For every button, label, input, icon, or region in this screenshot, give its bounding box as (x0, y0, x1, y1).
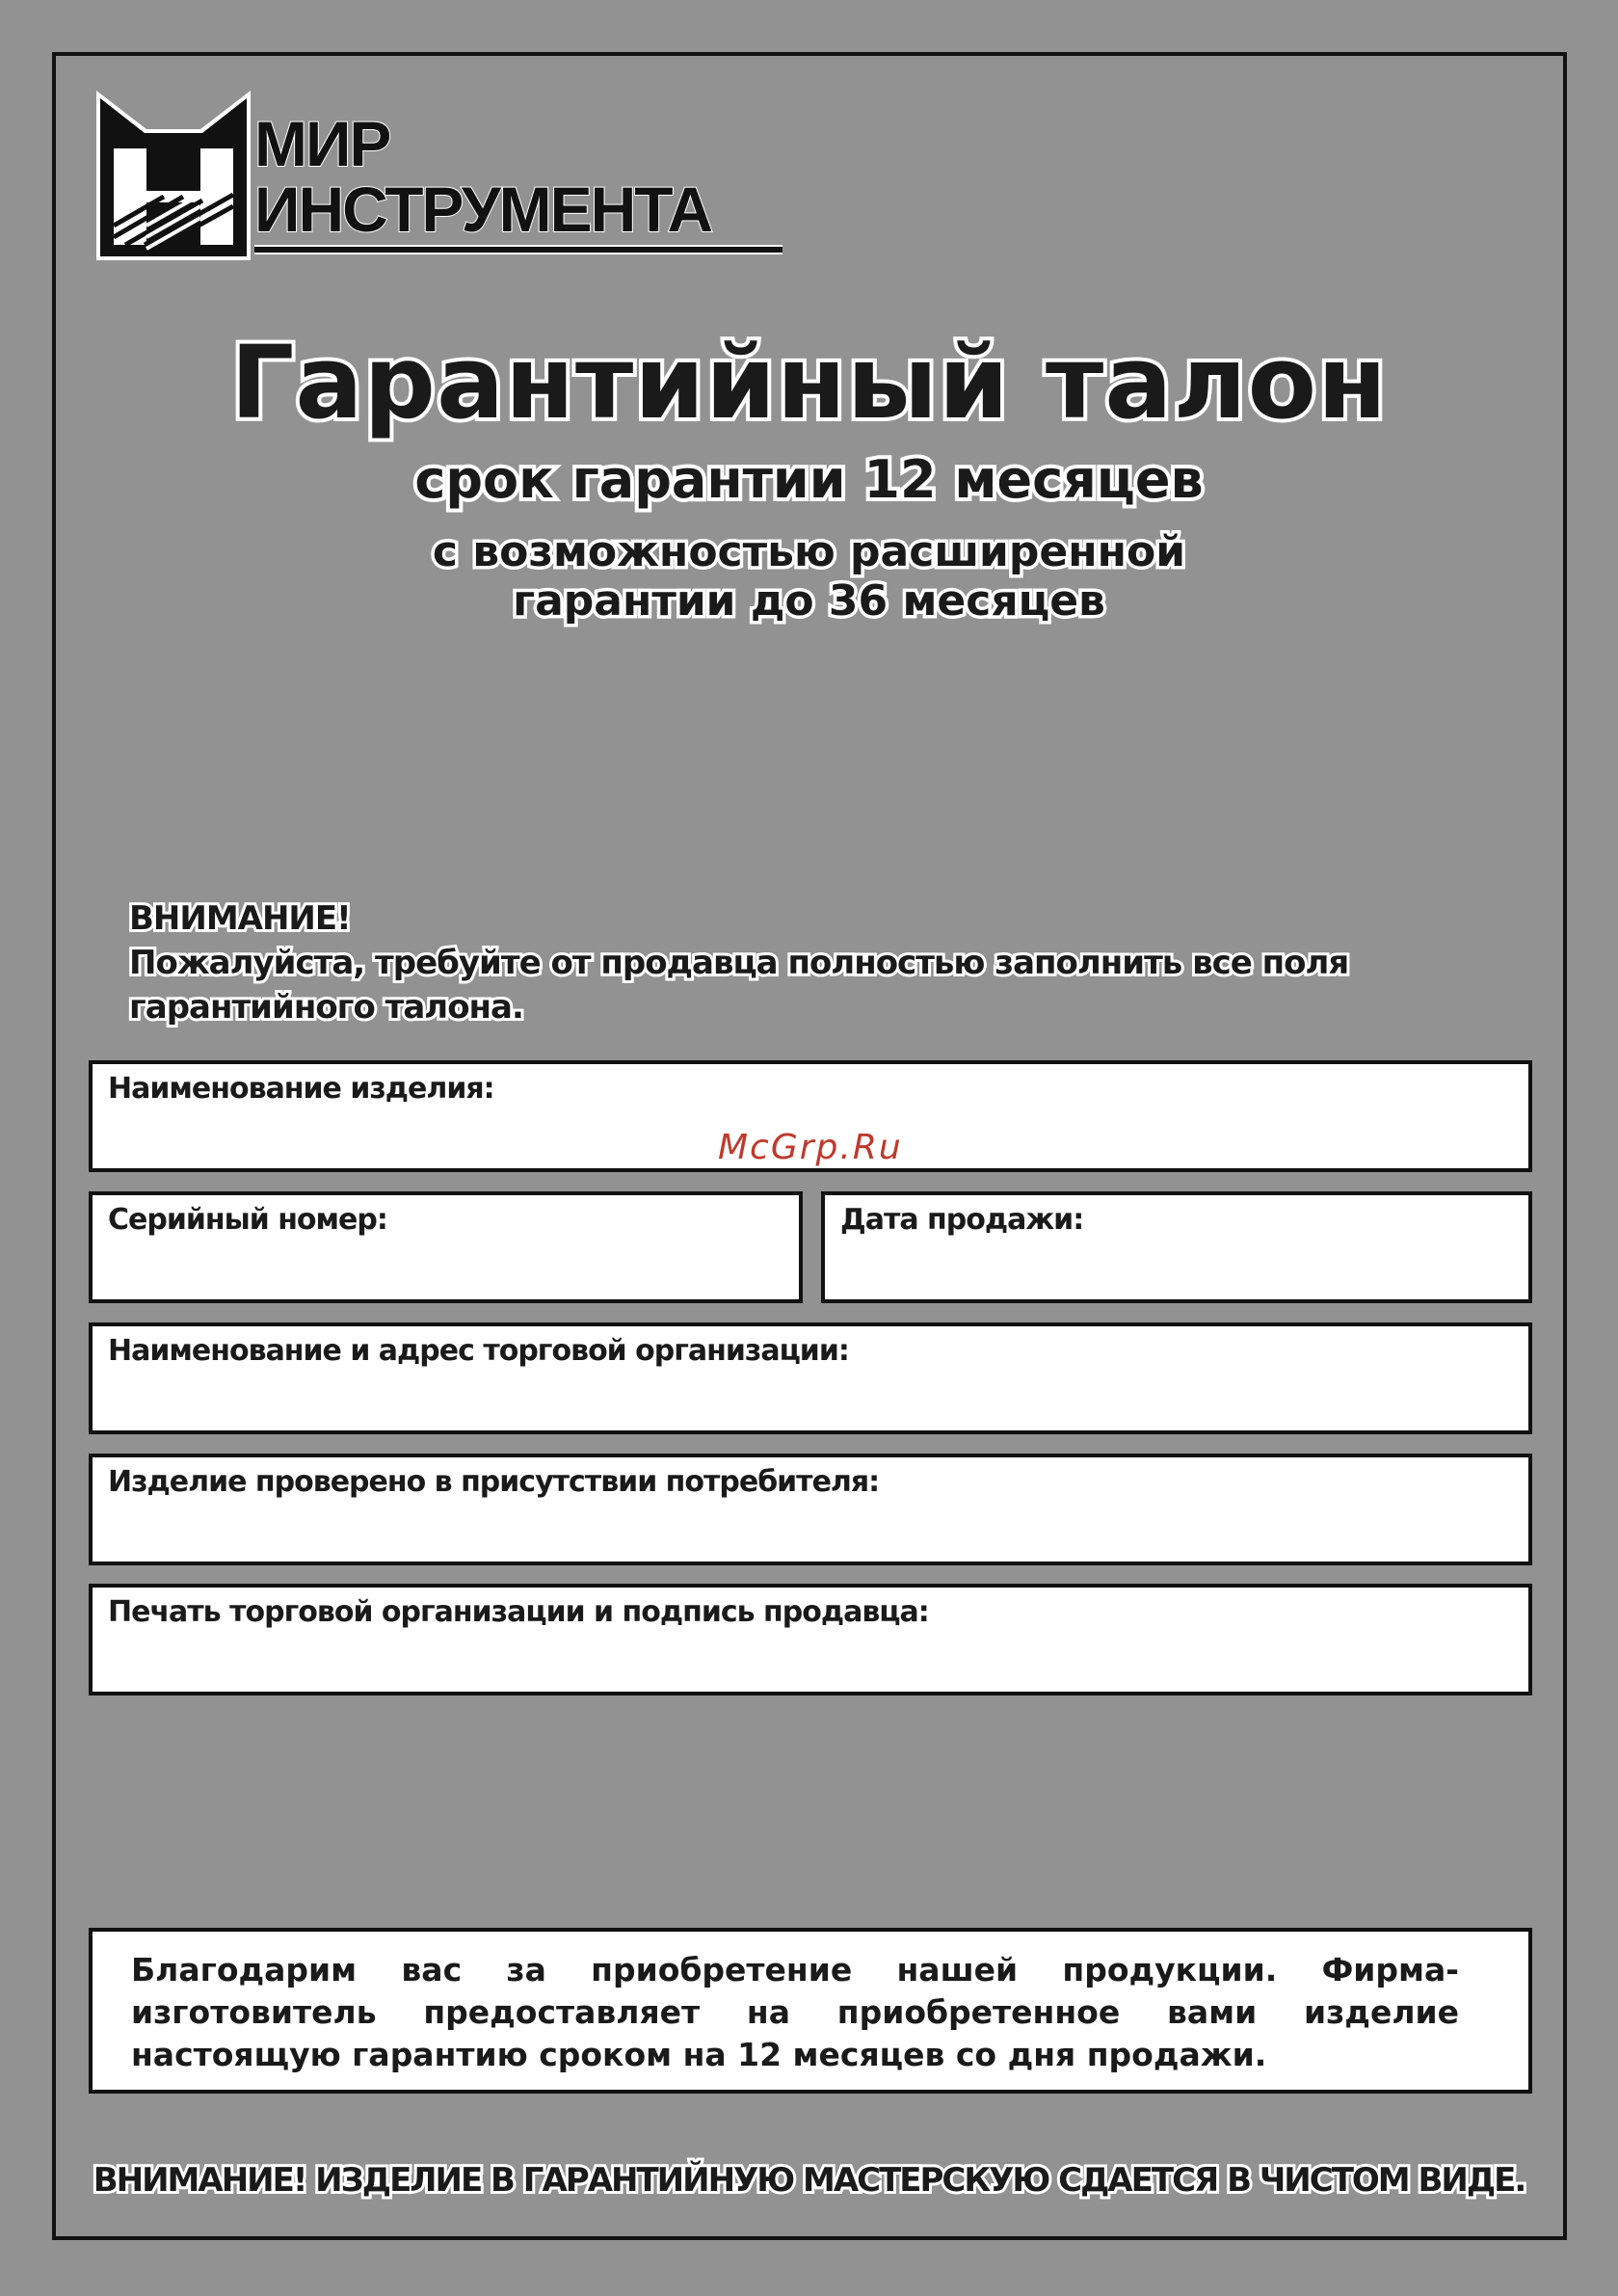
extended-warranty-note (0, 528, 1618, 626)
checked-with-customer-label: Изделие проверено в присутствии потребителя: (108, 1465, 880, 1499)
logo-line-2: ИНСТРУМЕНТА (254, 174, 712, 245)
logo-line-1: МИР (254, 108, 390, 179)
thanks-text: Благодарим вас за приобретение нашей продукции. Фирма-изготовитель предоставляет на приобретенное вами изделие настоящую гарантию сроком на 12 месяцев со дня продажи. (131, 1951, 1459, 2073)
product-name-label: Наименование изделия: (108, 1072, 494, 1106)
footer-warning: ВНИМАНИЕ! ИЗДЕЛИЕ В ГАРАНТИЙНУЮ МАСТЕРСКУЮ СДАЕТСЯ В ЧИСТОМ ВИДЕ. (93, 2161, 1525, 2200)
extended-warranty-line-2: гарантии до 36 месяцев (513, 575, 1105, 626)
sale-date-field[interactable] (821, 1191, 1532, 1303)
stamp-signature-field[interactable] (89, 1584, 1532, 1695)
logo-emblem-icon (96, 91, 251, 260)
sale-date-label: Дата продажи: (840, 1203, 1084, 1237)
logo-underline (254, 245, 782, 254)
warning-line-1: Пожалуйста, требуйте от продавца полностью заполнить все поля (129, 944, 1349, 982)
watermark: McGrp.Ru (718, 1128, 903, 1167)
store-name-address-field[interactable] (89, 1322, 1532, 1434)
stamp-signature-label: Печать торговой организации и подпись продавца: (108, 1595, 929, 1629)
store-name-address-label: Наименование и адрес торговой организации: (108, 1334, 849, 1368)
serial-number-field[interactable] (89, 1191, 803, 1303)
warning-line-2: гарантийного талона. (129, 988, 523, 1027)
fill-warning (129, 896, 1348, 1029)
page-title: Гарантийный талон (230, 324, 1388, 441)
warning-heading: ВНИМАНИЕ! (129, 899, 351, 938)
logo-wordmark (254, 108, 712, 245)
brand-logo (96, 91, 790, 260)
checked-with-customer-field[interactable] (89, 1454, 1532, 1565)
thanks-box (89, 1928, 1532, 2094)
warranty-period: срок гарантии 12 месяцев (414, 449, 1204, 510)
extended-warranty-line-1: с возможностью расширенной (432, 527, 1186, 576)
serial-number-label: Серийный номер: (108, 1203, 387, 1237)
